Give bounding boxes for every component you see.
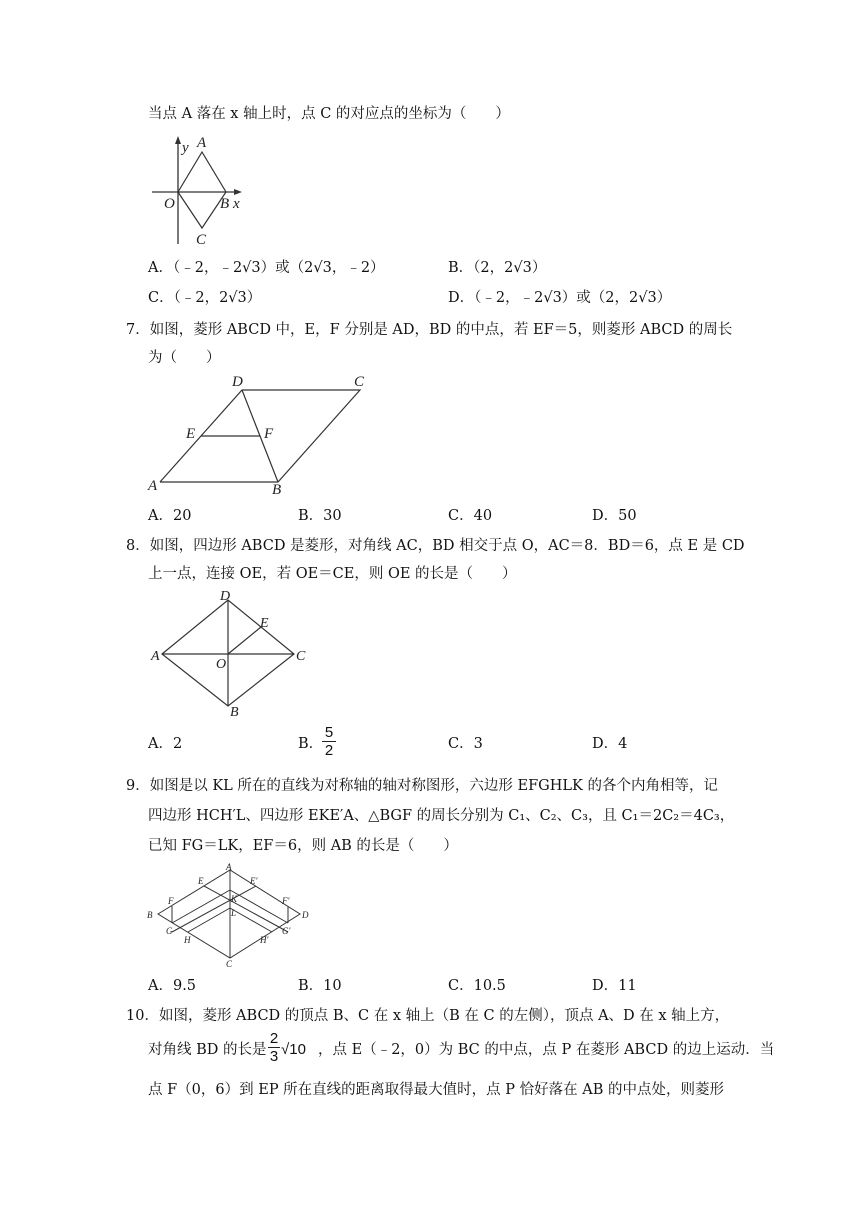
q9-label-e: E [198,876,204,886]
q9-label-a: A [226,862,232,872]
q10-stem-line3: 点 F（0，6）到 EP 所在直线的距离取得最大值时，点 P 恰好落在 AB 的中点处，则菱形 [148,1082,724,1098]
q7-option-b: B．30 [298,508,342,524]
q9-label-g-prime: G′ [282,926,291,936]
q8-label-o: O [216,657,227,672]
q9-label-b: B [147,910,153,920]
q8-option-b-prefix: B． [298,736,324,752]
q7-label-d: D [232,374,243,390]
q9-label-h-prime: H′ [260,935,269,945]
q8-label-a: A [151,649,160,664]
q7-label-e: E [186,426,196,442]
q10-stem-line1: 10．如图，菱形 ABCD 的顶点 B、C 在 x 轴上（B 在 C 的左侧），顶点 A、D 在 x 轴上方， [126,1008,730,1024]
q9-stem-line2: 四边形 HCH′L、四边形 EKE′A、△BGF 的周长分别为 C₁、C₂、C₃，且 C₁＝2C₂＝4C₃， [148,808,735,824]
q8-label-b: B [230,705,239,718]
q6-label-x: x [233,196,240,212]
q9-label-g: G [166,926,173,936]
q9-label-d: D [302,910,309,920]
q10-sqrt: √10 [281,1041,306,1058]
q10-stem-line2-pre: 对角线 BD 的长是 [148,1042,267,1058]
q8-stem-line1: 8．如图，四边形 ABCD 是菱形，对角线 AC，BD 相交于点 O，AC＝8．BD＝6，点 E 是 CD [126,538,745,554]
q8-label-e: E [260,616,269,631]
q6-figure [148,132,258,252]
q8-option-c: C．3 [448,736,483,752]
q9-option-c: C．10.5 [448,978,506,994]
q9-label-l: L [231,908,237,918]
q7-label-c: C [354,374,365,390]
q9-label-f: F [168,896,174,906]
q8-option-b-numerator: 5 [324,724,334,741]
q9-figure [142,860,322,968]
q6-label-a: A [197,135,207,151]
q8-option-a: A．2 [148,736,183,752]
q8-stem-line2: 上一点，连接 OE，若 OE＝CE，则 OE 的长是（ ） [148,566,517,582]
q10-fraction [268,1030,280,1065]
q9-option-a: A．9.5 [148,978,197,994]
q10-stem-line2-post: ，点 E（﹣2，0）为 BC 的中点，点 P 在菱形 ABCD 的边上运动．当 [318,1042,775,1058]
q6-label-o: O [164,196,175,212]
q6-stem-tail: 当点 A 落在 x 轴上时，点 C 的对应点的坐标为（ ） [148,106,510,122]
q7-label-f: F [264,426,274,442]
q9-option-b: B．10 [298,978,342,994]
q8-label-d: D [220,590,231,604]
q6-option-c: C．（﹣2，2√3） [148,290,262,306]
q7-stem-line2: 为（ ） [148,350,221,366]
q8-option-d: D．4 [592,736,628,752]
q9-label-c: C [226,959,233,968]
q9-label-e-prime: E′ [250,876,258,886]
q7-label-b: B [272,482,282,498]
q9-label-h: H [184,935,191,945]
q7-stem-line1: 7．如图，菱形 ABCD 中，E，F 分别是 AD，BD 的中点，若 EF＝5，则菱形 ABCD 的周长 [126,322,733,338]
q7-option-d: D．50 [592,508,637,524]
q6-option-b: B．（2，2√3） [448,260,547,276]
q7-figure [146,372,376,498]
q8-option-b-fraction [322,724,336,759]
q6-label-y: y [182,140,189,156]
q7-option-c: C．40 [448,508,493,524]
q9-stem-line3: 已知 FG＝LK，EF＝6，则 AB 的长是（ ） [148,838,458,854]
q8-label-c: C [296,649,306,664]
q10-fraction-numerator: 2 [269,1030,279,1047]
q9-label-f-prime: F′ [282,896,290,906]
q10-fraction-denominator: 3 [269,1048,279,1065]
q9-label-k: K [231,894,238,904]
q8-figure [148,590,318,718]
q6-label-b: B [220,196,230,212]
q8-option-b-denominator: 2 [324,742,334,759]
q6-option-d: D．（﹣2，﹣2√3）或（2，2√3） [448,290,672,306]
q9-stem-line1: 9．如图是以 KL 所在的直线为对称轴的轴对称图形，六边形 EFGHLK 的各个内角相等，记 [126,778,718,794]
q9-option-d: D．11 [592,978,637,994]
q6-label-c: C [196,232,207,248]
q7-option-a: A．20 [148,508,192,524]
q6-option-a: A．（﹣2，﹣2√3）或（2√3，﹣2） [148,260,385,276]
q7-label-a: A [148,478,158,494]
